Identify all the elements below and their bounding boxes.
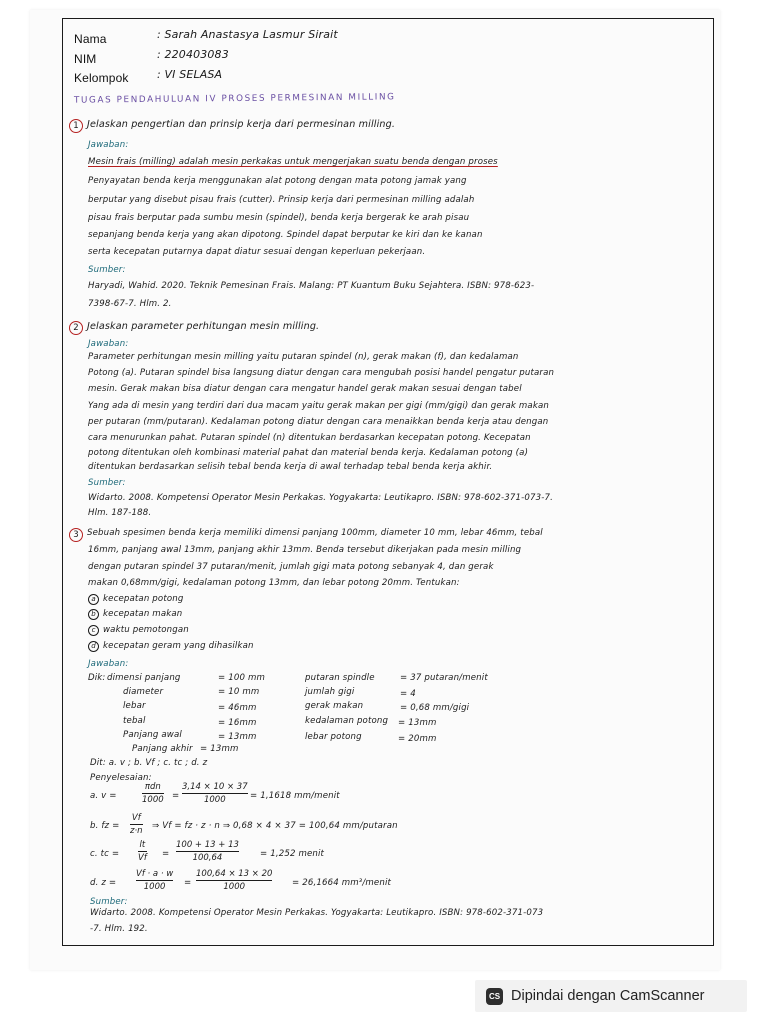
item-text-c: waktu pemotongan: [103, 625, 189, 635]
nim-label: NIM: [74, 52, 97, 66]
penyelesaian-label: Penyelesaian:: [90, 773, 152, 783]
given-left-key: lebar: [123, 701, 146, 711]
eq-b-num: Vf: [131, 813, 141, 823]
item-letter-b: b: [88, 609, 99, 620]
eq-c-lhs: c. tc =: [90, 849, 120, 859]
item-letter-a: a: [88, 594, 99, 605]
q1-answer-line-5: sepanjang benda kerja yang akan dipotong. Spindel dapat berputar ke kiri dan ke kanan: [88, 230, 483, 240]
eq-b-frac: [130, 813, 143, 836]
q1-answer-line-1: Mesin frais (milling) adalah mesin perkakas untuk mengerjakan suatu benda dengan proses: [88, 157, 498, 167]
q2-sumber-line-1: Widarto. 2008. Kompetensi Operator Mesin Perkakas. Yogyakarta: Leutikapro. ISBN: 978-602-371-073-7.: [88, 493, 553, 503]
eq-a-frac-1: [142, 782, 164, 805]
eq-c-den-2: 100,64: [192, 853, 223, 863]
eq-a-num-2: 3,14 × 10 × 37: [182, 782, 248, 792]
q1-sumber-label: Sumber:: [88, 265, 126, 275]
eq-c-num-2: 100 + 13 + 13: [176, 840, 239, 850]
given-right-value: = 0,68 mm/gigi: [400, 703, 470, 713]
eq-a-den-2: 1000: [203, 795, 226, 805]
question-2-text: Jelaskan parameter perhitungan mesin milling.: [87, 321, 320, 332]
q3-sumber-line-1: Widarto. 2008. Kompetensi Operator Mesin Perkakas. Yogyakarta: Leutikapro. ISBN: 978-602-371-073: [90, 908, 544, 918]
q2-answer-line-3: mesin. Gerak makan bisa diatur dengan cara mengatur handel gerak makan sesuai dengan tabel: [88, 384, 522, 394]
given-right-key: lebar potong: [305, 732, 362, 742]
q1-sumber-line-1: Haryadi, Wahid. 2020. Teknik Pemesinan Frais. Malang: PT Kuantum Buku Sejahtera. ISBN: 978-623-: [88, 281, 535, 291]
q2-jawaban-label: Jawaban:: [88, 339, 129, 349]
page-title: TUGAS PENDAHULUAN IV PROSES PERMESINAN MILLING: [73, 92, 396, 106]
q3-jawaban-label: Jawaban:: [88, 659, 129, 669]
eq-d-num-2: 100,64 × 13 × 20: [196, 869, 273, 879]
q3-text-line-2: 16mm, panjang awal 13mm, panjang akhir 13mm. Benda tersebut dikerjakan pada mesin milling: [88, 545, 522, 555]
q2-answer-line-8: ditentukan berdasarkan selisih tebal benda kerja di awal terhadap tebal benda kerja akhir.: [88, 462, 493, 472]
given-left-key: Panjang akhir: [132, 744, 193, 754]
q3-text-line-1: Sebuah spesimen benda kerja memiliki dimensi panjang 100mm, diameter 10 mm, lebar 46mm, tebal: [87, 528, 543, 538]
given-left-key: diameter: [123, 687, 164, 697]
question-number-1: 1: [69, 119, 83, 133]
q1-answer-line-6: serta kecepatan putarnya dapat diatur sesuai dengan keperluan pekerjaan.: [88, 247, 426, 257]
q1-jawaban-label: Jawaban:: [88, 140, 129, 150]
eq-c-frac-2: [176, 840, 239, 863]
dik-label: Dik:: [88, 673, 106, 683]
item-text-d: kecepatan geram yang dihasilkan: [103, 641, 254, 651]
eq-a-num-1: πdn: [144, 782, 161, 792]
eq-d-result: = 26,1664 mm³/menit: [292, 878, 391, 888]
eq-d-frac-2: [196, 869, 272, 892]
eq-c-frac-1: [138, 840, 147, 863]
eq-d-lhs: d. z =: [90, 878, 117, 888]
given-right-value: = 20mm: [398, 734, 437, 744]
eq-c-num-1: lt: [139, 840, 146, 850]
q1-answer-line-3: berputar yang disebut pisau frais (cutter). Prinsip kerja dari permesinan milling adalah: [88, 195, 475, 205]
given-left-value: = 10 mm: [218, 687, 260, 697]
given-left-value: = 100 mm: [218, 673, 266, 683]
q3-sumber-line-2: -7. Hlm. 192.: [90, 924, 148, 934]
eq-b-rest: ⇒ Vf = fz · z · n ⇒ 0,68 × 4 × 37 = 100,64 mm/putaran: [152, 821, 398, 831]
given-right-key: putaran spindle: [305, 673, 375, 683]
q2-answer-line-6: cara menurunkan pahat. Putaran spindel (n) ditentukan berdasarkan kecepatan potong. Kecepatan: [88, 433, 531, 443]
q2-answer-line-4: Yang ada di mesin yang terdiri dari dua macam yaitu gerak makan per gigi (mm/gigi) dan gerak makan: [88, 401, 549, 411]
given-right-key: jumlah gigi: [305, 687, 355, 697]
q3-text-line-4: makan 0,68mm/gigi, kedalaman potong 13mm, dan lebar potong 20mm. Tentukan:: [88, 578, 460, 588]
eq-d-den-2: 1000: [223, 882, 246, 892]
given-right-key: gerak makan: [305, 701, 364, 711]
question-number-3: 3: [69, 528, 83, 542]
q3-sumber-label: Sumber:: [90, 897, 128, 907]
question-number-2: 2: [69, 321, 83, 335]
eq-a-lhs: a. v =: [90, 791, 117, 801]
camscanner-logo-icon: CS: [486, 988, 503, 1005]
q2-answer-line-5: per putaran (mm/putaran). Kedalaman potong diatur dengan cara menaikkan benda kerja atau dengan: [88, 417, 549, 427]
camscanner-watermark: [475, 980, 747, 1012]
q2-sumber-line-2: Hlm. 187-188.: [88, 508, 152, 518]
q3-text-line-3: dengan putaran spindel 37 putaran/menit, jumlah gigi mata potong sebanyak 4, dan gerak: [88, 562, 494, 572]
eq-a-result: = 1,1618 mm/menit: [250, 791, 340, 801]
camscanner-text: Dipindai dengan CamScanner: [511, 988, 705, 1004]
q2-answer-line-2: Potong (a). Putaran spindel bisa langsung diatur dengan cara mengubah posisi handel pengatur putaran: [88, 368, 555, 378]
eq-d-num-1: Vf · a · w: [136, 869, 174, 879]
question-1-text: Jelaskan pengertian dan prinsip kerja dari permesinan milling.: [87, 119, 396, 130]
nama-label: Nama: [74, 32, 107, 46]
item-text-b: kecepatan makan: [103, 609, 183, 619]
eq-d-frac-1: [136, 869, 173, 892]
dit-line: Dit: a. v ; b. Vf ; c. tc ; d. z: [90, 758, 208, 768]
q1-answer-line-4: pisau frais berputar pada sumbu mesin (spindel), benda kerja bergerak ke arah pisau: [88, 213, 470, 223]
q2-answer-line-1: Parameter perhitungan mesin milling yaitu putaran spindel (n), gerak makan (f), dan kedalaman: [88, 352, 519, 362]
q2-sumber-label: Sumber:: [88, 478, 126, 488]
q2-answer-line-7: potong ditentukan oleh kombinasi material pahat dan material benda kerja. Kedalaman potong (a): [88, 448, 529, 458]
item-text-a: kecepatan potong: [103, 594, 184, 604]
nama-value: : Sarah Anastasya Lasmur Sirait: [157, 28, 338, 41]
given-left-key: dimensi panjang: [107, 673, 181, 683]
given-right-value: = 4: [400, 689, 416, 699]
given-left-value: = 13mm: [218, 732, 257, 742]
given-left-key: Panjang awal: [123, 730, 182, 740]
nim-value: : 220403083: [157, 48, 229, 61]
given-left-value: = 16mm: [218, 718, 257, 728]
eq-b-den: z·n: [130, 826, 143, 836]
eq-c-result: = 1,252 menit: [260, 849, 325, 859]
item-letter-d: d: [88, 641, 99, 652]
eq-b-lhs: b. fz =: [90, 821, 120, 831]
q1-sumber-line-2: 7398-67-7. Hlm. 2.: [88, 299, 172, 309]
eq-a-frac-2: [182, 782, 248, 805]
eq-d-den-1: 1000: [143, 882, 166, 892]
given-right-value: = 13mm: [398, 718, 437, 728]
kelompok-label: Kelompok: [74, 71, 129, 85]
given-left-value: = 46mm: [218, 703, 257, 713]
given-right-value: = 37 putaran/menit: [400, 673, 488, 683]
item-letter-c: c: [88, 625, 99, 636]
kelompok-value: : VI SELASA: [157, 68, 223, 81]
eq-a-den-1: 1000: [142, 795, 164, 805]
q1-answer-line-2: Penyayatan benda kerja menggunakan alat potong dengan mata potong jamak yang: [88, 176, 467, 186]
given-left-key: tebal: [123, 716, 146, 726]
given-left-value: = 13mm: [200, 744, 239, 754]
eq-c-den-1: Vf: [138, 853, 147, 863]
given-right-key: kedalaman potong: [305, 716, 389, 726]
